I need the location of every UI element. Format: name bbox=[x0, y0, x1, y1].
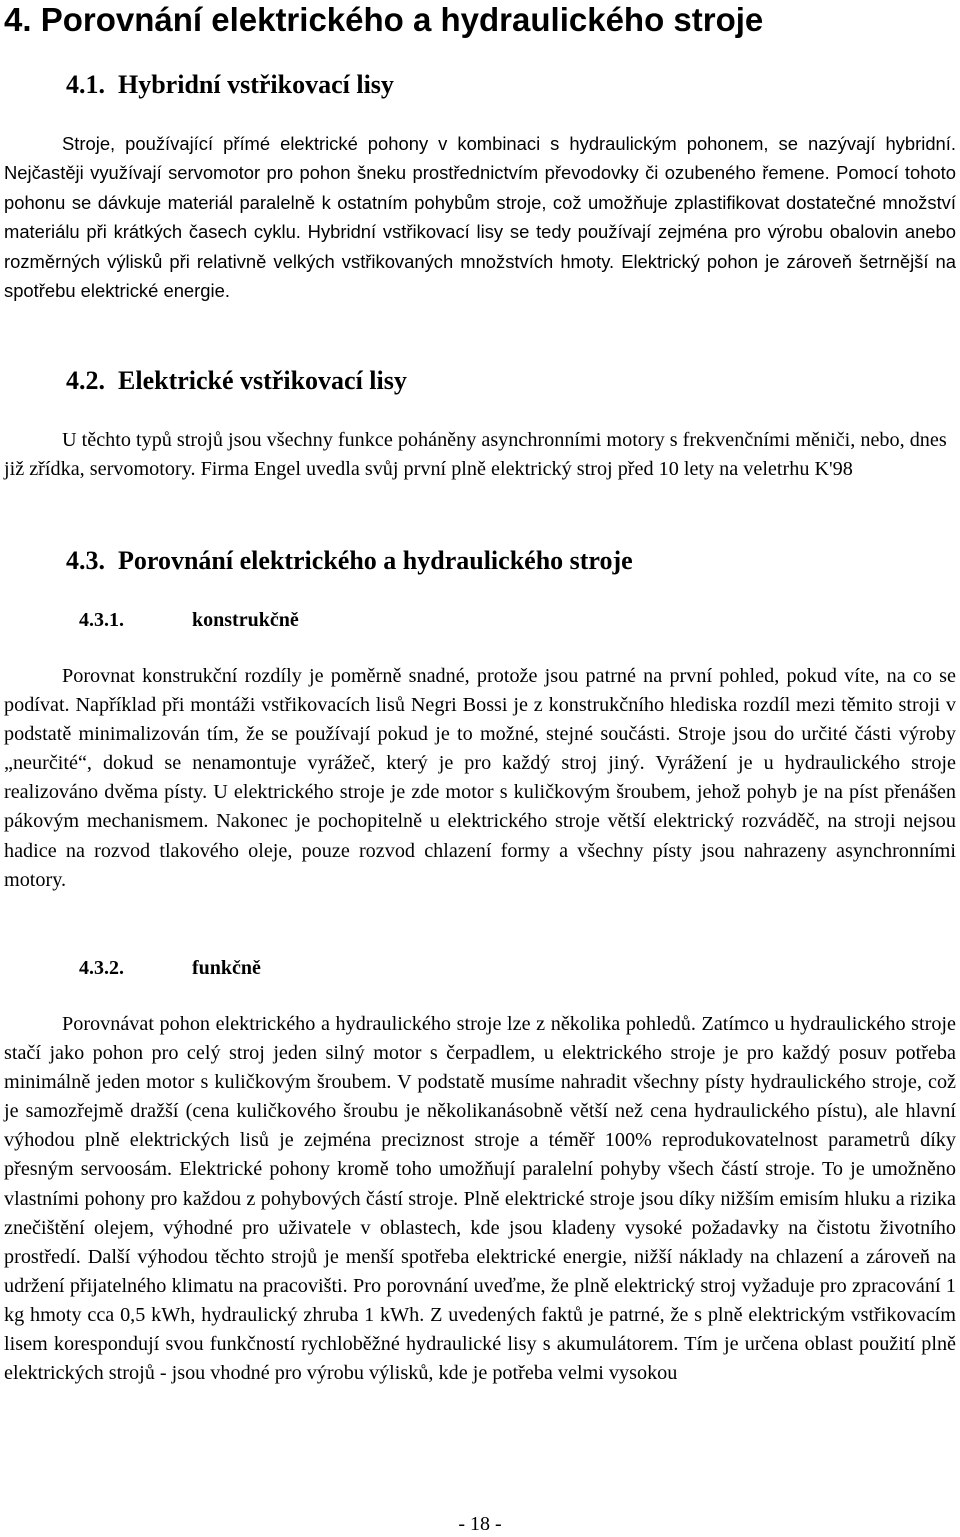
subsection-number: 4.3.2. bbox=[79, 957, 124, 979]
section-title: Hybridní vstřikovací lisy bbox=[118, 70, 394, 99]
section-number: 4.1. bbox=[66, 70, 105, 99]
section-title: Elektrické vstřikovací lisy bbox=[118, 366, 407, 395]
section-heading-4-1 bbox=[66, 68, 394, 102]
section-heading-4-3 bbox=[66, 544, 633, 578]
section-number: 4.3. bbox=[66, 546, 105, 575]
paragraph-construction: Porovnat konstrukční rozdíly je poměrně snadné, protože jsou patrné na první pohled, pokud víte, na co se podívat. Například při montáži vstřikovacích lisů Negri Bossi je z konstrukčního hlediska rozdíl mezi těmito stroji v podstatě minimalizován tím, že se používají pokud je to možné, stejné součásti. Stroje jsou do určité části výroby „neurčité“, dokud se nenamontuje vyrážeč, který je pro každý stroj jiný. Vyrážení je u hydraulického stroje realizováno dvěma písty. U elektrického stroje je zde motor s kuličkovým šroubem, jehož pohyb je na píst přenášen pákovým mechanismem. Nakonec je pochopitelně u elektrického stroje větší elektrický rozváděč, na stroji nejsou hadice na rozvod tlakového oleje, pouze rozvod chlazení formy a všechny písty jsou nahrazeny asynchronními motory. bbox=[4, 665, 956, 891]
subsection-number: 4.3.1. bbox=[79, 609, 124, 631]
paragraph-electric-presses: U těchto typů strojů jsou všechny funkce poháněny asynchronními motory s frekvenčními měniči, nebo, dnes již zřídka, servomotory. Firma Engel uvedla svůj první plně elektrický stroj před 10 lety na veletrhu K'98 bbox=[4, 429, 947, 481]
subsection-heading-4-3-2 bbox=[79, 954, 261, 982]
section-number: 4.2. bbox=[66, 366, 105, 395]
chapter-heading: 4. Porovnání elektrického a hydraulického stroje bbox=[4, 1, 764, 38]
section-title: Porovnání elektrického a hydraulického stroje bbox=[118, 546, 633, 575]
subsection-heading-4-3-1 bbox=[79, 606, 299, 634]
page-number: - 18 - bbox=[458, 1513, 502, 1535]
paragraph-hybrid-presses: Stroje, používající přímé elektrické pohony v kombinaci s hydraulickým pohonem, se nazývají hybridní. Nejčastěji využívají servomotor pro pohon šneku prostřednictvím převodovky či ozubeného řemene. Pomocí tohoto pohonu se dávkuje materiál paralelně k ostatním pohybům stroje, což umožňuje zplastifikovat dostatečné množství materiálu při krátkých časech cyklu. Hybridní vstřikovací lisy se tedy používají zejména pro výrobu obalovin anebo rozměrných výlisků při relativně velkých vstřikovaných množstvích hmoty. Elektrický pohon je zároveň šetrnější na spotřebu elektrické energie. bbox=[4, 133, 956, 302]
subsection-title: funkčně bbox=[192, 957, 261, 979]
subsection-title: konstrukčně bbox=[192, 609, 299, 631]
section-heading-4-2 bbox=[66, 364, 407, 398]
paragraph-function: Porovnávat pohon elektrického a hydraulického stroje lze z několika pohledů. Zatímco u hydraulického stroje stačí jako pohon pro celý stroj jeden silný motor s čerpadlem, u elektrického stroje je pro každý posuv potřeba minimálně jeden motor s kuličkovým šroubem. V podstatě musíme nahradit všechny písty hydraulického stroje, což je samozřejmě dražší (cena kuličkového šroubu je několikanásobně větší než cena hydraulického pístu), ale hlavní výhodou plně elektrických lisů je zejména preciznost stroje a téměř 100% reprodukovatelnost parametrů díky přesným servoosám. Elektrické pohony kromě toho umožňují paralelní pohyby všech částí stroje. To je umožněno vlastními pohony pro každou z pohybových částí stroje. Plně elektrické stroje jsou díky nižším emisím hluku a rizika znečištění olejem, výhodné pro uživatele v oblastech, kde jsou kladeny vysoké požadavky na čistotu životního prostředí. Další výhodou těchto strojů je menší spotřeba elektrické energie, nižší náklady na chlazení a zároveň na udržení přijatelného klimatu na pracovišti. Pro porovnání uveďme, že plně elektrický stroj vyžaduje pro zpracování 1 kg hmoty cca 0,5 kWh, hydraulický zhruba 1 kWh. Z uvedených faktů je patrné, že s plně elektrickým vstřikovacím lisem korespondují svou funkčností rychloběžné hydraulické lisy s akumulátorem. Tím je určena oblast použití plně elektrických strojů - jsou vhodné pro výrobu výlisků, kde je potřeba velmi vysokou bbox=[4, 1013, 956, 1385]
